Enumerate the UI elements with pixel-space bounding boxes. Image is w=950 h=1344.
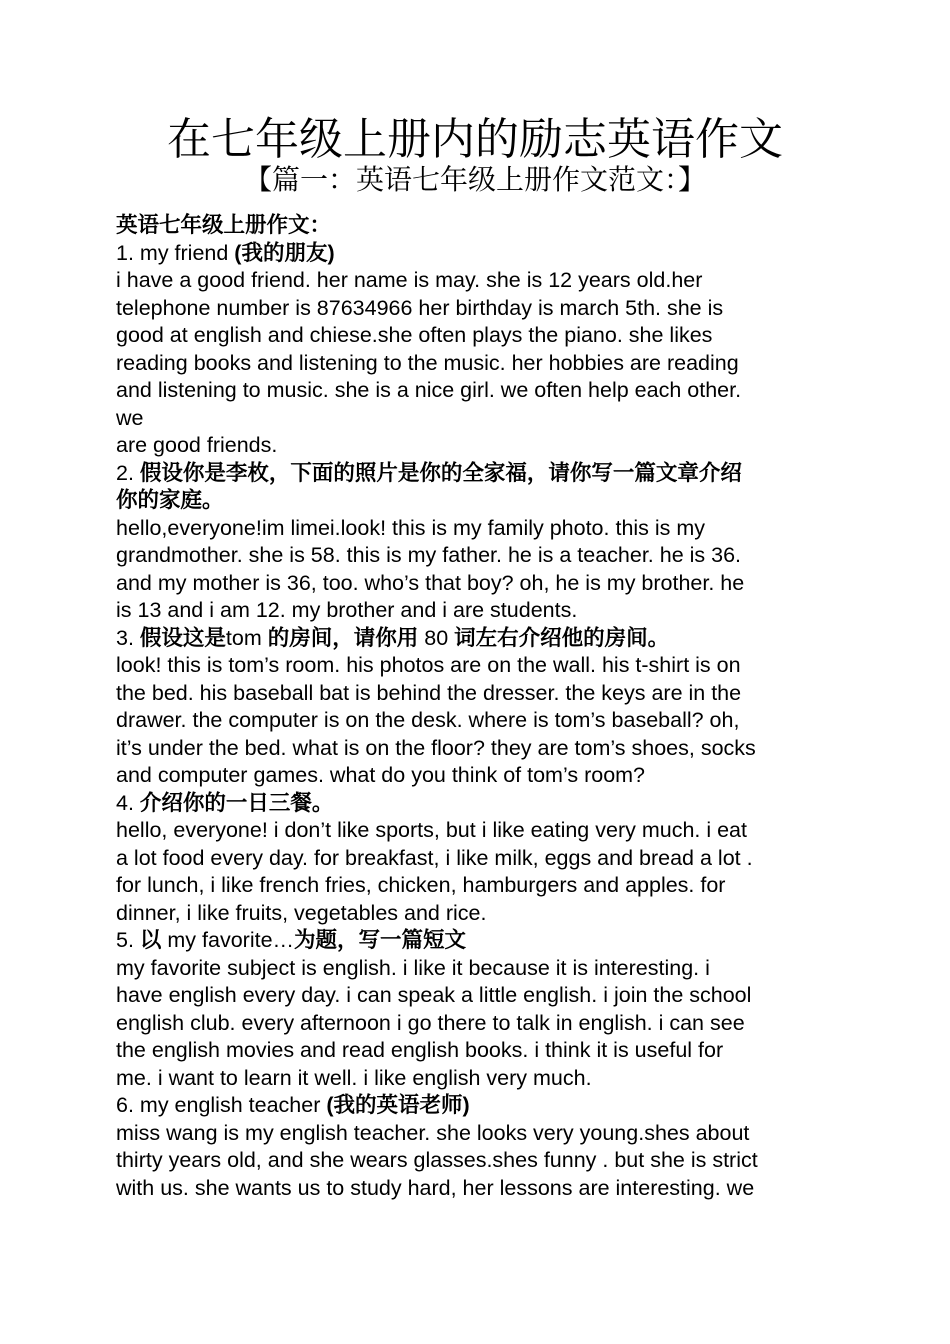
text-line <box>116 597 836 625</box>
text-run: we <box>116 405 144 430</box>
text-run: miss wang is my english teacher. she looks very young.shes about <box>116 1120 750 1145</box>
text-line <box>116 432 836 460</box>
text-line <box>116 542 836 570</box>
text-line <box>116 267 836 295</box>
text-line <box>116 762 836 790</box>
bold-run: 你的家庭。 <box>116 488 224 512</box>
document-body <box>116 212 836 1202</box>
text-run: me. i want to learn it well. i like english very much. <box>116 1065 592 1090</box>
text-run: 3. <box>116 625 140 650</box>
bold-run: 假设你是李枚，下面的照片是你的全家福，请你写一篇文章介绍 <box>139 460 742 485</box>
text-line <box>116 1147 836 1175</box>
text-line <box>116 625 836 653</box>
text-line <box>116 405 836 433</box>
text-line <box>116 487 836 515</box>
text-line <box>116 872 836 900</box>
bold-run: 假设这是 <box>139 625 226 650</box>
text-run: my favorite… <box>161 928 295 952</box>
bold-run: 词左右介绍他的房间。 <box>454 625 670 650</box>
text-run: 4. <box>116 790 140 815</box>
text-run: drawer. the computer is on the desk. where is tom’s baseball? oh, <box>116 708 740 732</box>
text-line <box>116 377 836 405</box>
text-line <box>116 1037 836 1065</box>
text-run: 80 <box>418 625 455 650</box>
document-title: 在七年级上册内的励志英语作文 <box>167 115 783 164</box>
text-line <box>116 350 836 378</box>
text-line <box>116 707 836 735</box>
text-run: and my mother is 36, too. who’s that boy? oh, he is my brother. he <box>116 570 745 595</box>
text-run: a lot food every day. for breakfast, i like milk, eggs and bread a lot . <box>116 845 753 870</box>
text-lines <box>116 240 836 1203</box>
text-run: reading books and listening to the music. her hobbies are reading <box>116 350 739 375</box>
text-run: tom <box>225 625 268 650</box>
text-line <box>116 927 836 955</box>
text-run: have english every day. i can speak a little english. i join the school <box>116 983 752 1007</box>
text-line <box>116 900 836 928</box>
text-run: hello, everyone! i don’t like sports, but i like eating very much. i eat <box>116 818 747 842</box>
text-line <box>116 790 836 818</box>
text-run: telephone number is 87634966 her birthday is march 5th. she is <box>116 295 724 320</box>
text-run: grandmother. she is 58. this is my father. he is a teacher. he is 36. <box>116 543 742 567</box>
text-run: look! this is tom’s room. his photos are on the wall. his t-shirt is on <box>116 653 741 677</box>
text-line <box>116 680 836 708</box>
bold-run: (我的英语老师) <box>326 1093 470 1117</box>
text-line <box>116 652 836 680</box>
text-line <box>116 295 836 323</box>
text-line <box>116 982 836 1010</box>
text-run: for lunch, i like french fries, chicken, hamburgers and apples. for <box>116 873 726 897</box>
text-run: the bed. his baseball bat is behind the dresser. the keys are in the <box>116 680 742 705</box>
text-line <box>116 955 836 983</box>
text-run: thirty years old, and she wears glasses.shes funny . but she is strict <box>116 1148 758 1172</box>
text-run: 1. my friend <box>116 240 235 265</box>
bold-run: 为题，写一篇短文 <box>294 928 467 952</box>
bold-run: 以 <box>139 928 162 952</box>
text-line <box>116 515 836 543</box>
text-run: 5. <box>116 928 140 952</box>
text-line <box>116 1120 836 1148</box>
text-run: my favorite subject is english. i like it because it is interesting. i <box>116 955 710 980</box>
text-run: the english movies and read english books. i think it is useful for <box>116 1038 724 1062</box>
text-run: it’s under the bed. what is on the floor? they are tom’s shoes, socks <box>116 735 756 760</box>
bold-run: 的房间，请你用 <box>267 625 419 650</box>
text-run: and computer games. what do you think of tom’s room? <box>116 763 646 787</box>
text-run: good at english and chiese.she often plays the piano. she likes <box>116 323 713 347</box>
bold-run: 介绍你的一日三餐。 <box>139 790 334 815</box>
bold-run: (我的朋友) <box>234 240 335 265</box>
text-run: hello,everyone!im limei.look! this is my family photo. this is my <box>116 515 706 540</box>
text-line <box>116 240 836 268</box>
document-subtitle: 【篇一：英语七年级上册作文范文：】 <box>243 164 706 195</box>
text-run: are good friends. <box>116 433 278 457</box>
text-run: dinner, i like fruits, vegetables and rice. <box>116 900 487 925</box>
text-run: english club. every afternoon i go there to talk in english. i can see <box>116 1010 745 1035</box>
text-run: and listening to music. she is a nice girl. we often help each other. <box>116 378 742 402</box>
text-line <box>116 570 836 598</box>
text-run: 6. my english teacher <box>116 1093 327 1117</box>
text-line <box>116 845 836 873</box>
text-line <box>116 460 836 488</box>
text-line <box>116 735 836 763</box>
text-run: with us. she wants us to study hard, her lessons are interesting. we <box>116 1175 755 1200</box>
text-line <box>116 1065 836 1093</box>
text-run: 2. <box>116 460 140 485</box>
text-run: is 13 and i am 12. my brother and i are students. <box>116 598 578 622</box>
text-line <box>116 322 836 350</box>
text-line <box>116 1010 836 1038</box>
text-line <box>116 817 836 845</box>
text-run: i have a good friend. her name is may. she is 12 years old.her <box>116 268 703 292</box>
section-heading: 英语七年级上册作文： <box>116 213 332 237</box>
text-line <box>116 1092 836 1120</box>
text-line <box>116 1175 836 1203</box>
